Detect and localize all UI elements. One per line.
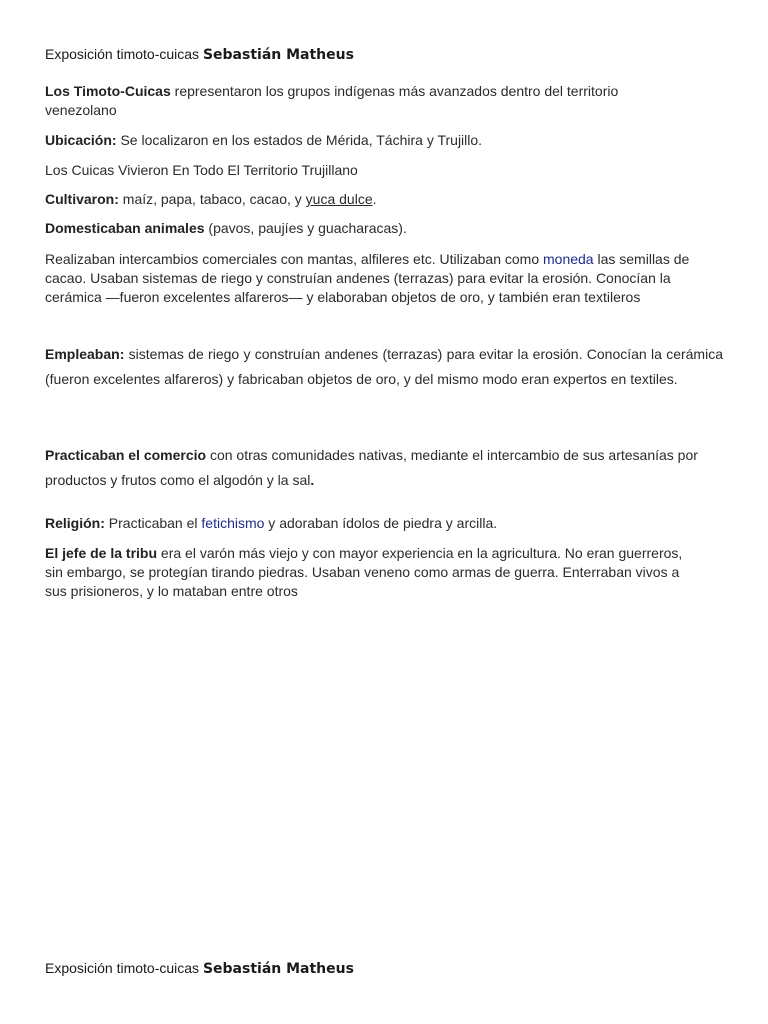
comercio-text: con otras comunidades nativas, mediante el intercambio de sus artesanías por productos y frutos como el algodón y la sal [45,447,698,488]
yuca-dulce-link[interactable]: yuca dulce [305,191,373,207]
paragraph-cuicas [45,161,358,180]
domesticaban-bold: Domesticaban animales [45,220,205,236]
empleaban-text: sistemas de riego y construían andenes (terrazas) para evitar la erosión. Conocían la cerámica (fueron excelentes alfareros) y fabricaban objetos de oro, y del mismo modo eran expertos en textiles. [45,346,723,387]
paragraph-jefe [45,544,685,601]
cuicas-text: Los Cuicas Vivieron En Todo El Territorio Trujillano [45,162,358,178]
cultivaron-end: . [372,191,377,207]
jefe-text: era el varón más viejo y con mayor experiencia en la agricultura. No eran guerreros, sin embargo, se protegían tirando piedras. Usaban veneno como armas de guerra. Enterraban vivos a sus prisioneros, y lo mataban entre otros [45,545,683,599]
jefe-bold: El jefe de la tribu [45,545,158,561]
paragraph-intercambios [45,250,721,307]
header-author: Sebastián Matheus [202,47,354,63]
intercambios-text-2: las semillas de cacao. Usaban sistemas de riego y construían andenes (terrazas) para evitar la erosión. Conocían la cerámica —fueron excelentes alfareros— y elaboraban objetos de oro, y también eran textileros [45,251,690,305]
paragraph-intro [45,82,685,120]
intro-text: representaron los grupos indígenas más avanzados dentro del territorio venezolano [45,83,619,118]
empleaban-bold: Empleaban: [45,346,125,362]
comercio-bold: Practicaban el comercio [45,447,207,463]
ubicacion-text: Se localizaron en los estados de Mérida, Táchira y Trujillo. [116,132,483,148]
ubicacion-bold: Ubicación: [45,132,117,148]
cultivaron-text: maíz, papa, tabaco, cacao, y [118,191,306,207]
religion-text: Practicaban el [104,515,202,531]
paragraph-ubicacion [45,131,482,150]
header-title: Exposición timoto-cuicas [45,46,200,62]
footer-title: Exposición timoto-cuicas [45,960,200,976]
intercambios-text-1: Realizaban intercambios comerciales con mantas, alfileres etc. Utilizaban como [45,251,543,267]
paragraph-empleaban [45,342,723,392]
fetichismo-link[interactable]: fetichismo [201,515,265,531]
cultivaron-bold: Cultivaron: [45,191,119,207]
footer-author: Sebastián Matheus [202,961,354,977]
domesticaban-text: (pavos, paujíes y guacharacas). [204,220,407,236]
religion-end: y adoraban ídolos de piedra y arcilla. [264,515,498,531]
paragraph-comercio [45,443,723,493]
paragraph-cultivaron [45,190,377,209]
moneda-link[interactable]: moneda [543,251,594,267]
page-footer [45,960,354,977]
religion-bold: Religión: [45,515,105,531]
paragraph-religion [45,514,497,533]
intro-bold: Los Timoto-Cuicas [45,83,171,99]
paragraph-domesticaban [45,219,407,238]
comercio-end: . [310,472,315,488]
page-header [45,46,354,63]
